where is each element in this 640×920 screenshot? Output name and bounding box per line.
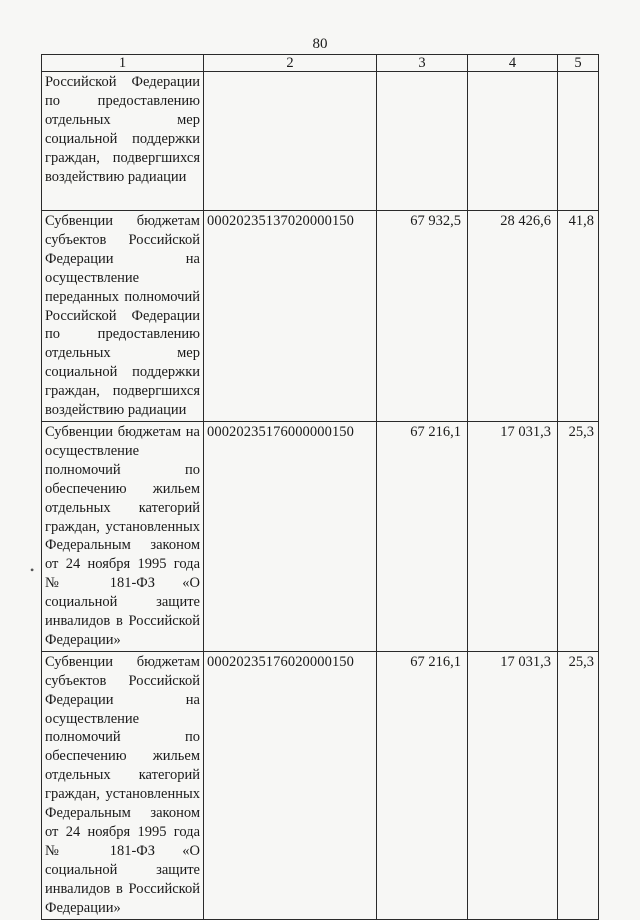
row-name: Субвенции бюджетам на осуществление полномочий по обеспечению жильем отдельных категорий граждан, установленных Федеральным законом от 24 ноября 1995 года № 181-ФЗ «О социальной защите инвалидов в Российской Федерации» [42, 421, 204, 651]
table-header-row [42, 55, 599, 72]
column-header-2: 2 [204, 55, 377, 72]
row-actual: 17 031,3 [468, 421, 558, 651]
table-row [42, 421, 599, 651]
table-row [42, 72, 599, 211]
row-name: Субвенции бюджетам субъектов Российской Федерации на осуществление переданных полномочий Российской Федерации по предоставлению отдельных мер социальной поддержки граждан, подвергшихся воздействию радиации [42, 211, 204, 422]
table-row [42, 211, 599, 422]
row-code: 00020235137020000150 [204, 211, 377, 422]
row-actual [468, 72, 558, 211]
row-code: 00020235176000000150 [204, 421, 377, 651]
budget-table [41, 54, 599, 920]
row-name: Российской Федерации по предоставлению отдельных мер социальной поддержки граждан, подвергшихся воздействию радиации [42, 72, 204, 211]
row-percent [558, 72, 599, 211]
row-percent: 25,3 [558, 651, 599, 919]
row-actual: 28 426,6 [468, 211, 558, 422]
row-percent: 25,3 [558, 421, 599, 651]
row-plan: 67 216,1 [377, 421, 468, 651]
column-header-5: 5 [558, 55, 599, 72]
row-percent: 41,8 [558, 211, 599, 422]
row-actual: 17 031,3 [468, 651, 558, 919]
row-plan: 67 216,1 [377, 651, 468, 919]
row-plan [377, 72, 468, 211]
column-header-1: 1 [42, 55, 204, 72]
row-plan: 67 932,5 [377, 211, 468, 422]
column-header-4: 4 [468, 55, 558, 72]
row-code [204, 72, 377, 211]
row-code: 00020235176020000150 [204, 651, 377, 919]
column-header-3: 3 [377, 55, 468, 72]
page-number: 80 [312, 36, 328, 52]
row-name: Субвенции бюджетам субъектов Российской Федерации на осуществление полномочий по обеспечению жильем отдельных категорий граждан, установленных Федеральным законом от 24 ноября 1995 года № 181-ФЗ «О социальной защите инвалидов в Российской Федерации» [42, 651, 204, 919]
table-row [42, 651, 599, 919]
scan-speck: • [30, 563, 35, 577]
